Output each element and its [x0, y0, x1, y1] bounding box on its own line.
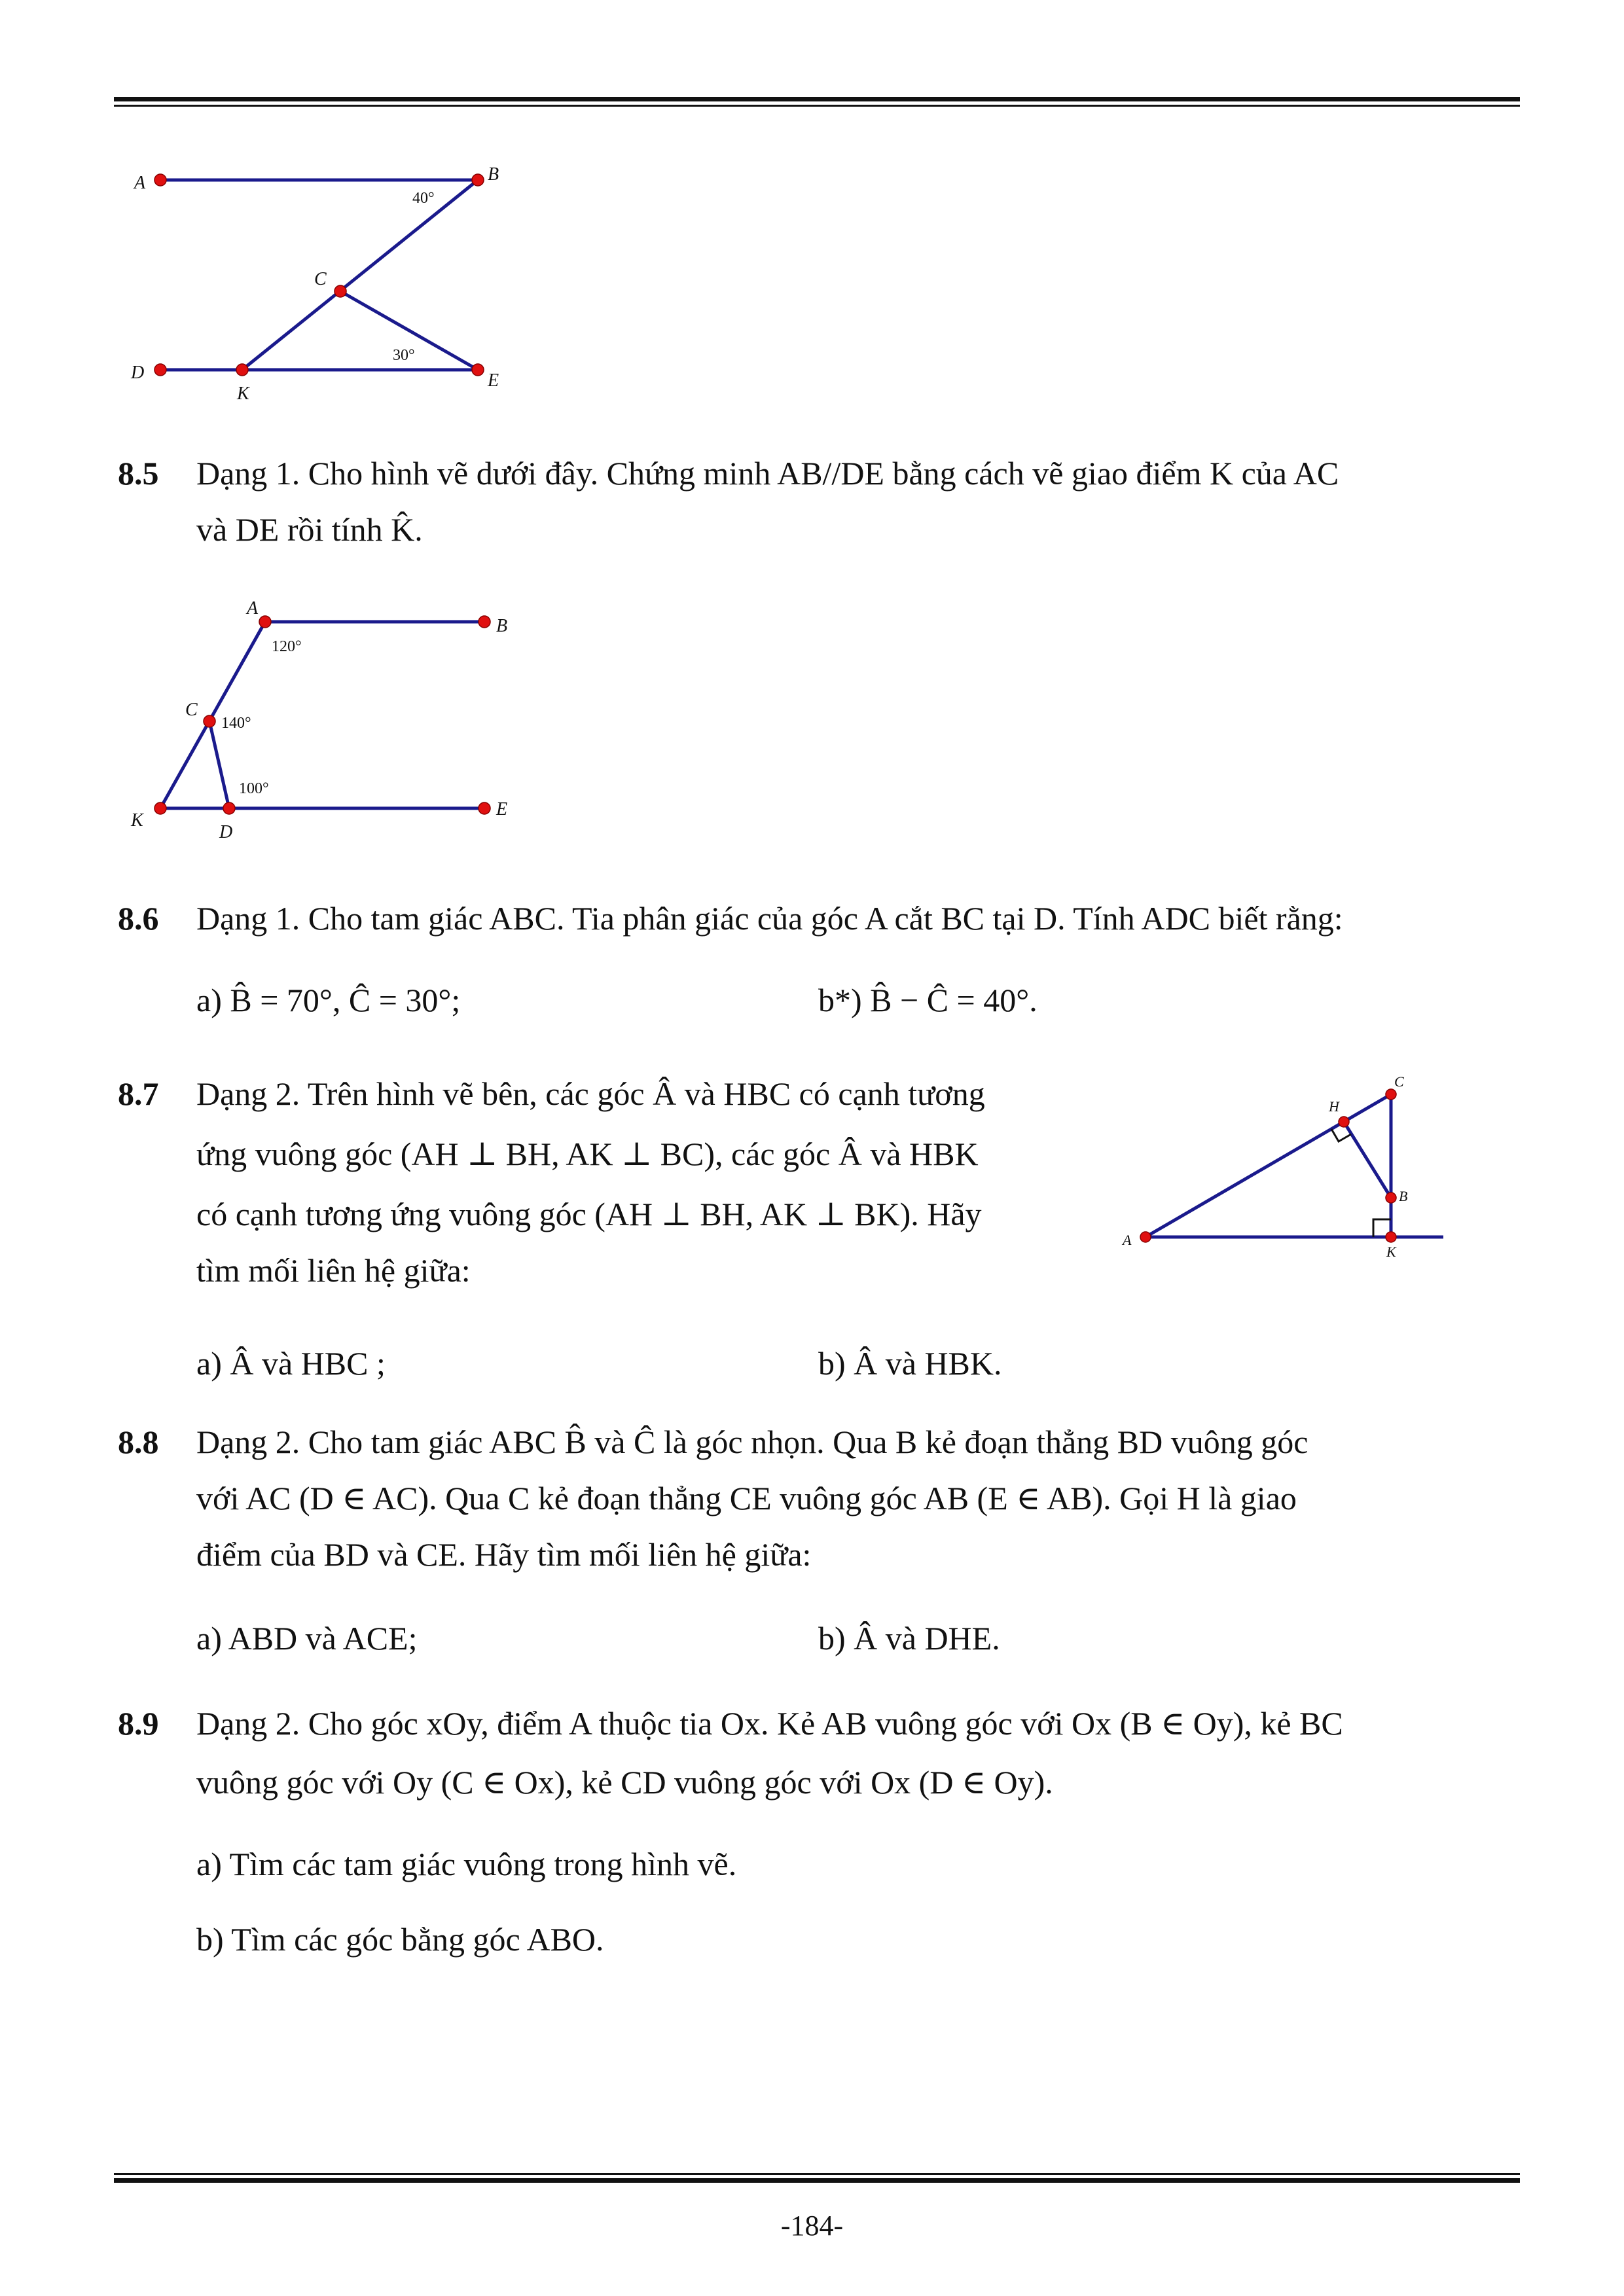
- fig1-label: E: [488, 370, 499, 391]
- fig1-label: C: [314, 269, 327, 289]
- footer-rule-thick: [114, 2178, 1520, 2183]
- problem-number: 8.6: [118, 900, 159, 937]
- problem-text: Dạng 1. Cho tam giác ABC. Tia phân giác của góc A cắt BC tại D. Tính ADC biết rằng:: [196, 900, 1343, 937]
- fig3-label: C: [1394, 1073, 1404, 1090]
- problem-number: 8.5: [118, 455, 159, 492]
- page-number: -184-: [780, 2210, 844, 2242]
- header-rule-thick: [114, 97, 1520, 101]
- part-b: b) Tìm các góc bằng góc ABO.: [196, 1921, 604, 1958]
- fig1-label: A: [134, 173, 146, 193]
- problem-text: Dạng 2. Cho góc xOy, điểm A thuộc tia Ox. Kẻ AB vuông góc với Ox (B ∈ Oy), kẻ BC: [196, 1705, 1343, 1742]
- problem-text: vuông góc với Oy (C ∈ Ox), kẻ CD vuông góc với Ox (D ∈ Oy).: [196, 1764, 1053, 1801]
- problem-text: và DE rồi tính K̂.: [196, 511, 423, 548]
- fig2-label: K: [131, 810, 143, 831]
- problem-8-5: [118, 445, 1519, 563]
- fig1-angle-label: 30°: [393, 347, 415, 364]
- figure-2: [124, 589, 530, 851]
- fig1-label: D: [131, 363, 145, 383]
- problem-number: 8.7: [118, 1075, 159, 1112]
- fig2-angle-label: 120°: [272, 638, 302, 655]
- problem-8-6: [118, 890, 1519, 1021]
- fig3-label: B: [1399, 1188, 1408, 1204]
- fig1-angle-label: 40°: [412, 190, 435, 207]
- figure-3: [1113, 1067, 1453, 1263]
- problem-text: tìm mối liên hệ giữa:: [196, 1252, 471, 1289]
- fig2-label: D: [219, 822, 233, 842]
- part-a: a) B̂ = 70°, Ĉ = 30°;: [196, 982, 461, 1018]
- fig1-label: B: [488, 164, 499, 185]
- fig2-angle-label: 100°: [239, 780, 269, 797]
- problem-text: điểm của BD và CE. Hãy tìm mối liên hệ giữa:: [196, 1536, 812, 1573]
- problem-text: có cạnh tương ứng vuông góc (AH ⊥ BH, AK ⊥ BK). Hãy: [196, 1196, 982, 1232]
- part-b: b) Â và DHE.: [818, 1620, 1000, 1657]
- header-rule-thin: [114, 105, 1520, 107]
- fig3-label: K: [1386, 1244, 1396, 1260]
- fig2-label: E: [496, 799, 508, 819]
- fig2-label: A: [247, 598, 259, 619]
- part-a: a) Â và HBC ;: [196, 1345, 386, 1382]
- problem-8-9: [118, 1695, 1519, 1977]
- part-b: b*) B̂ − Ĉ = 40°.: [818, 982, 1038, 1018]
- problem-8-8: [118, 1414, 1519, 1708]
- figure-1: [124, 157, 517, 406]
- problem-number: 8.8: [118, 1424, 159, 1460]
- problem-number: 8.9: [118, 1705, 159, 1742]
- problem-text: Dạng 2. Trên hình vẽ bên, các góc Â và HBC có cạnh tương: [196, 1075, 985, 1112]
- fig2-angle-label: 140°: [221, 715, 251, 732]
- part-a: a) ABD và ACE;: [196, 1620, 418, 1657]
- problem-text: Dạng 2. Cho tam giác ABC B̂ và Ĉ là góc nhọn. Qua B kẻ đoạn thẳng BD vuông góc: [196, 1424, 1308, 1460]
- part-b: b) Â và HBK.: [818, 1345, 1002, 1382]
- problem-text: ứng vuông góc (AH ⊥ BH, AK ⊥ BC), các góc Â và HBK: [196, 1136, 979, 1172]
- footer-rule-thin: [114, 2173, 1520, 2175]
- problem-text: với AC (D ∈ AC). Qua C kẻ đoạn thẳng CE vuông góc AB (E ∈ AB). Gọi H là giao: [196, 1480, 1297, 1516]
- problem-text: Dạng 1. Cho hình vẽ dưới đây. Chứng minh AB//DE bằng cách vẽ giao điểm K của AC: [196, 455, 1339, 492]
- fig3-label: H: [1329, 1098, 1339, 1115]
- fig2-label: C: [185, 700, 198, 720]
- fig3-label: A: [1123, 1232, 1132, 1248]
- fig1-label: K: [237, 384, 249, 404]
- fig2-label: B: [496, 616, 508, 636]
- part-a: a) Tìm các tam giác vuông trong hình vẽ.: [196, 1846, 737, 1882]
